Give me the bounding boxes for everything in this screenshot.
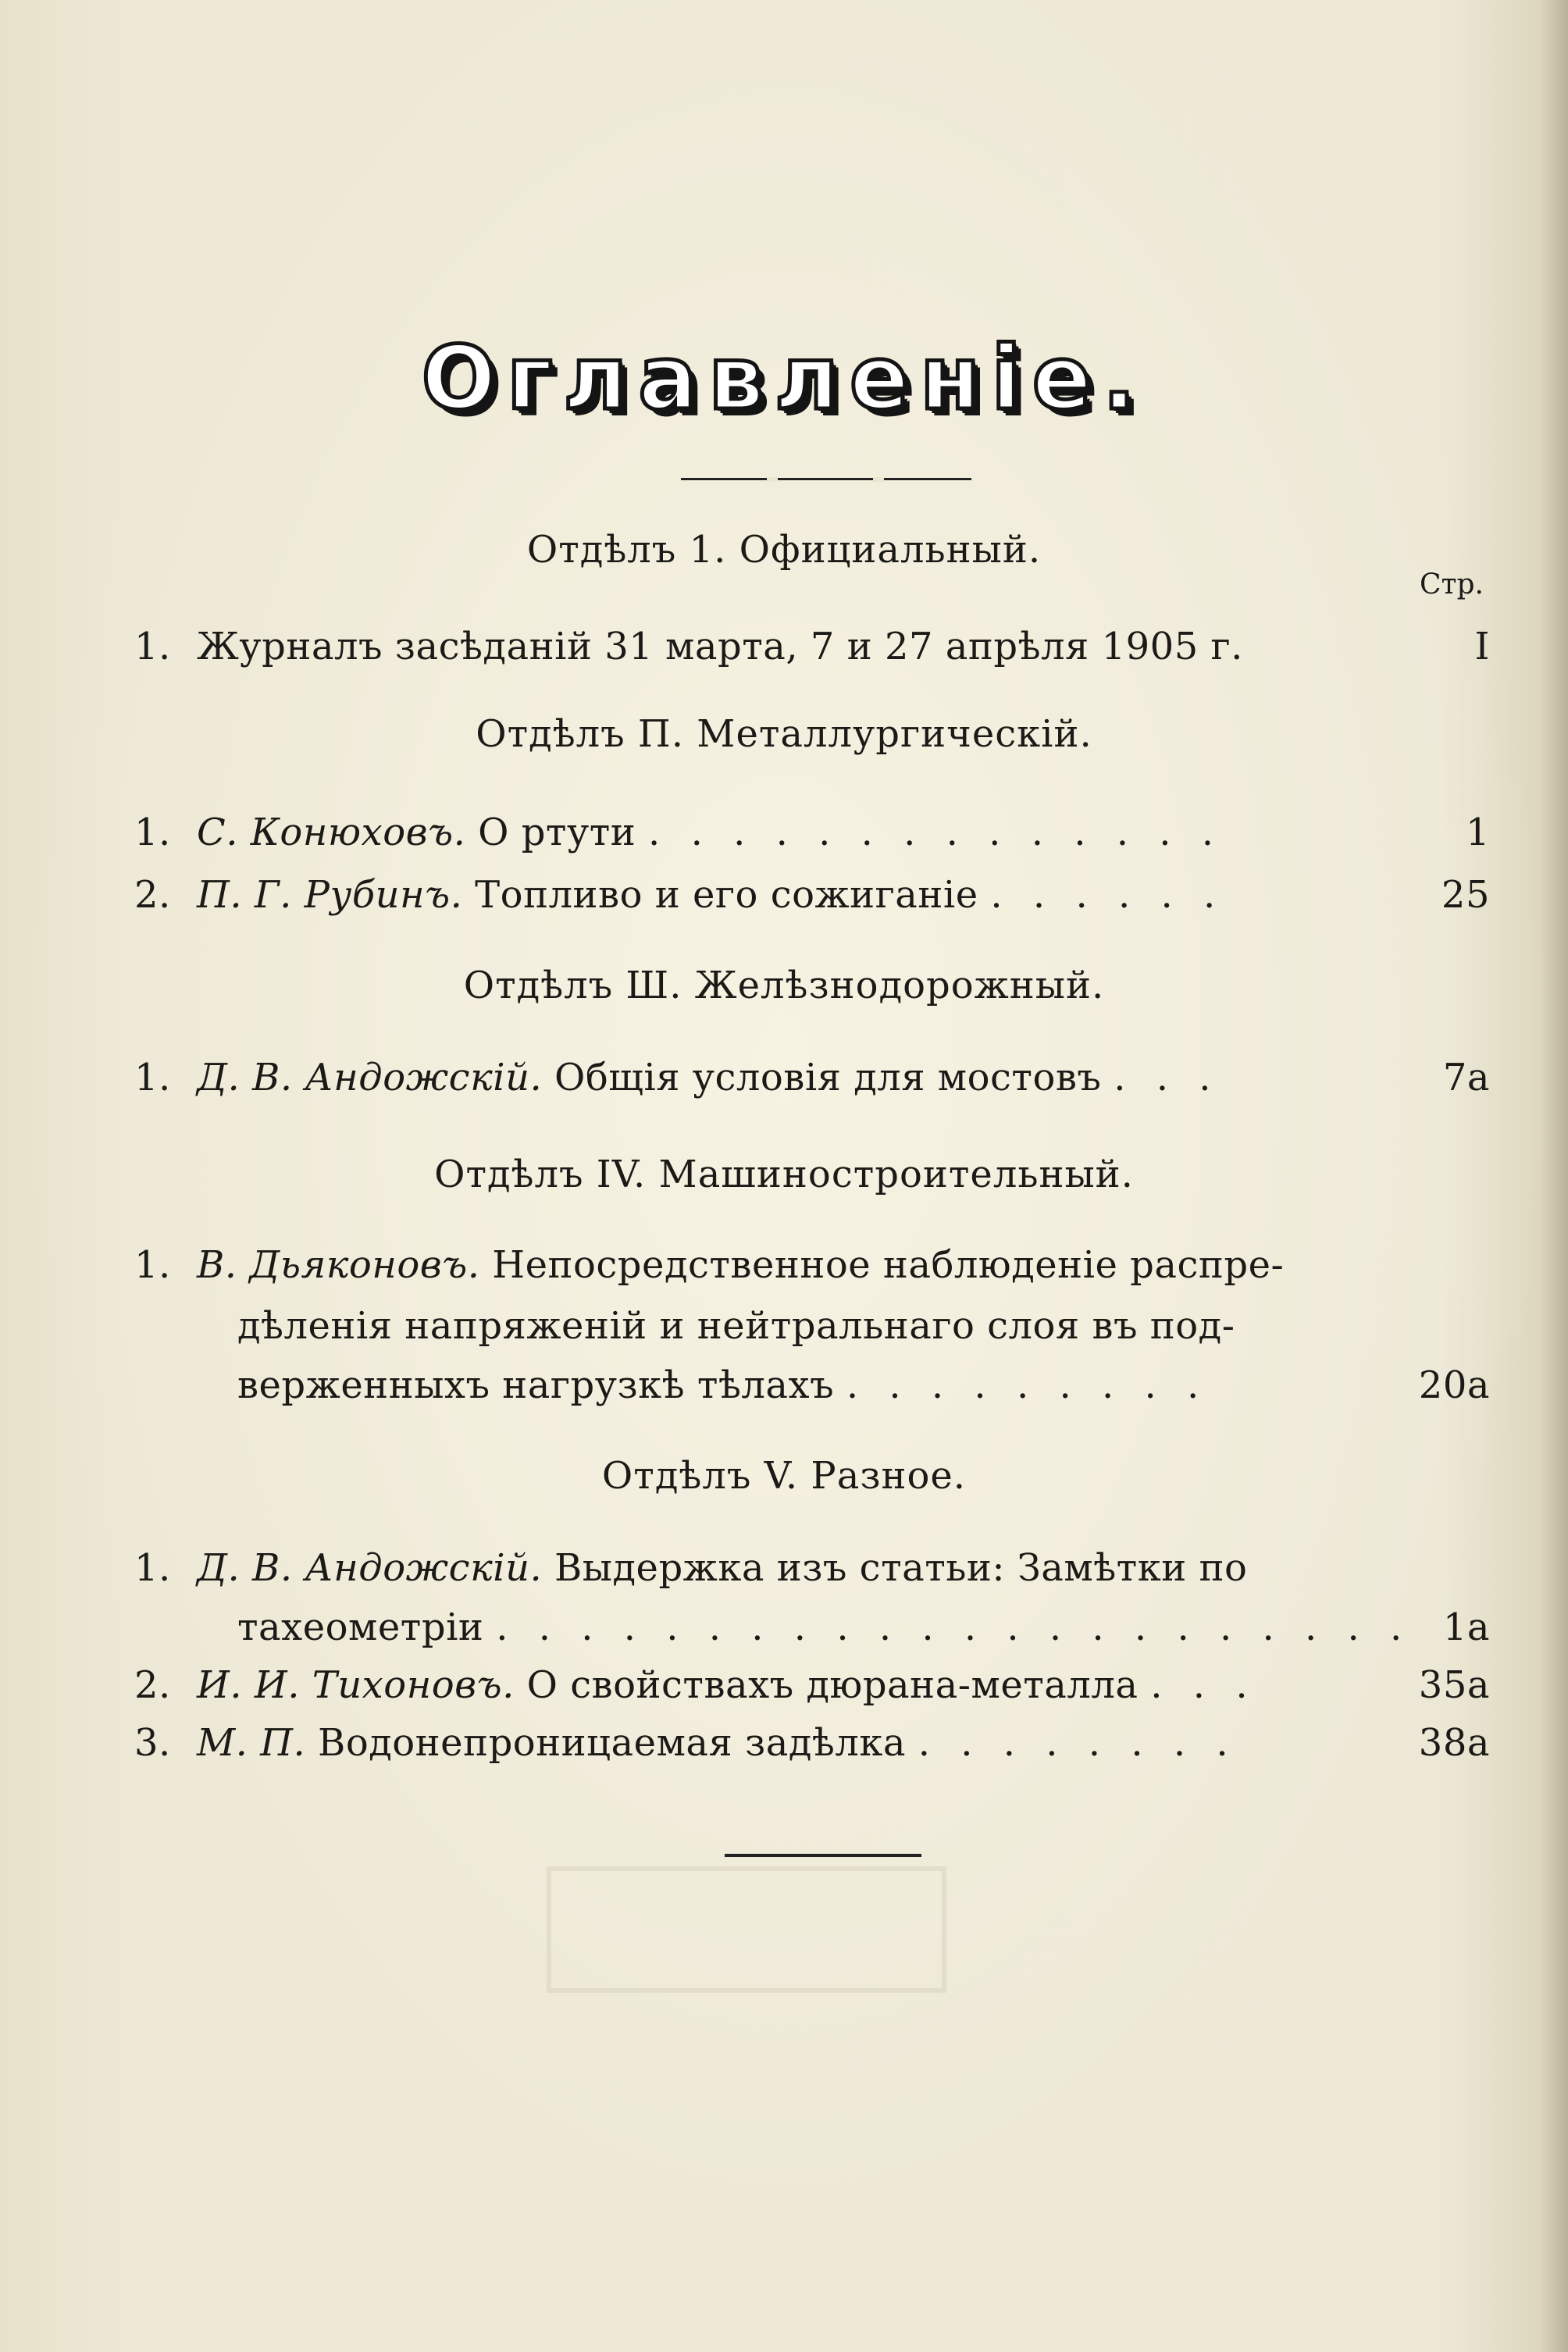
entry-title: О свойствахъ дюрана-металла [526, 1663, 1139, 1707]
section-heading-4: Отдѣлъ IV. Машиностроительный. [434, 1153, 1134, 1196]
section-heading-1: Отдѣлъ 1. Официальный. [526, 528, 1042, 572]
entry-author: П. Г. Рубинъ. [197, 873, 463, 917]
entry-title: Журналъ засѣданій 31 марта, 7 и 27 апрѣля 1905 г. [197, 625, 1243, 668]
entry-author: Д. В. Андожскій. [197, 1056, 543, 1099]
leader-dots: . . . . . . . . . [846, 1363, 1209, 1407]
entry-title-line-2: дѣленія напряженій и нейтральнаго слоя въ под- [237, 1304, 1235, 1348]
title-divider [681, 478, 971, 480]
entry-author: В. Дьяконовъ. [197, 1243, 480, 1287]
entry-number: 1. [134, 811, 171, 854]
entry-title: Выдержка изъ статьи: Замѣтки по [554, 1546, 1248, 1590]
entry-number: 3. [134, 1721, 171, 1765]
entry-page: 1а [1442, 1605, 1490, 1649]
entry-page: I [1474, 625, 1490, 668]
entry-number: 2. [134, 873, 171, 917]
page-column-label: Стр. [1420, 568, 1484, 600]
entry-number: 2. [134, 1663, 171, 1707]
leader-dots: . . . [1114, 1056, 1221, 1099]
entry-author: Д. В. Андожскій. [197, 1546, 543, 1590]
leader-dots: . . . . . . . . [918, 1721, 1238, 1765]
section-heading-2: Отдѣлъ П. Металлургическій. [476, 712, 1092, 756]
entry-number: 1. [134, 1546, 171, 1590]
entry-title: Топливо и его сожиганіе [475, 873, 978, 917]
section-heading-5: Отдѣлъ V. Разное. [601, 1454, 967, 1498]
entry-number: 1. [134, 625, 171, 668]
section-heading-3: Отдѣлъ Ш. Желѣзнодорожный. [463, 964, 1105, 1007]
entry-author: М. П. [197, 1721, 306, 1765]
entry-title-line-2: тахеометріи [237, 1605, 484, 1649]
entry-page: 38а [1418, 1721, 1490, 1765]
entry-page: 1 [1465, 811, 1490, 854]
page-title: Оглавленіе. [421, 328, 1147, 429]
closing-rule [725, 1854, 921, 1857]
entry-page: 25 [1441, 873, 1490, 917]
leader-dots: . . . . . . . . . . . . . . [648, 811, 1224, 854]
entry-title-line-3: верженныхъ нагрузкѣ тѣлахъ [237, 1363, 835, 1407]
faint-library-stamp [547, 1866, 946, 1993]
entry-page: 20а [1418, 1363, 1490, 1407]
entry-author: С. Конюховъ. [197, 811, 466, 854]
entry-title: Непосредственное наблюденіе распре- [492, 1243, 1285, 1287]
entry-page: 35а [1418, 1663, 1490, 1707]
leader-dots: . . . . . . [990, 873, 1225, 917]
leader-dots: . . . [1150, 1663, 1257, 1707]
entry-title: Общія условія для мостовъ [554, 1056, 1102, 1099]
entry-title: О ртути [478, 811, 636, 854]
entry-title: Водонепроницаемая задѣлка [318, 1721, 906, 1765]
entry-number: 1. [134, 1056, 171, 1099]
entry-author: И. И. Тихоновъ. [197, 1663, 515, 1707]
leader-dots: . . . . . . . . . . . . . . . . . . . . . . [496, 1605, 1412, 1649]
entry-number: 1. [134, 1243, 171, 1287]
entry-page: 7а [1442, 1056, 1490, 1099]
